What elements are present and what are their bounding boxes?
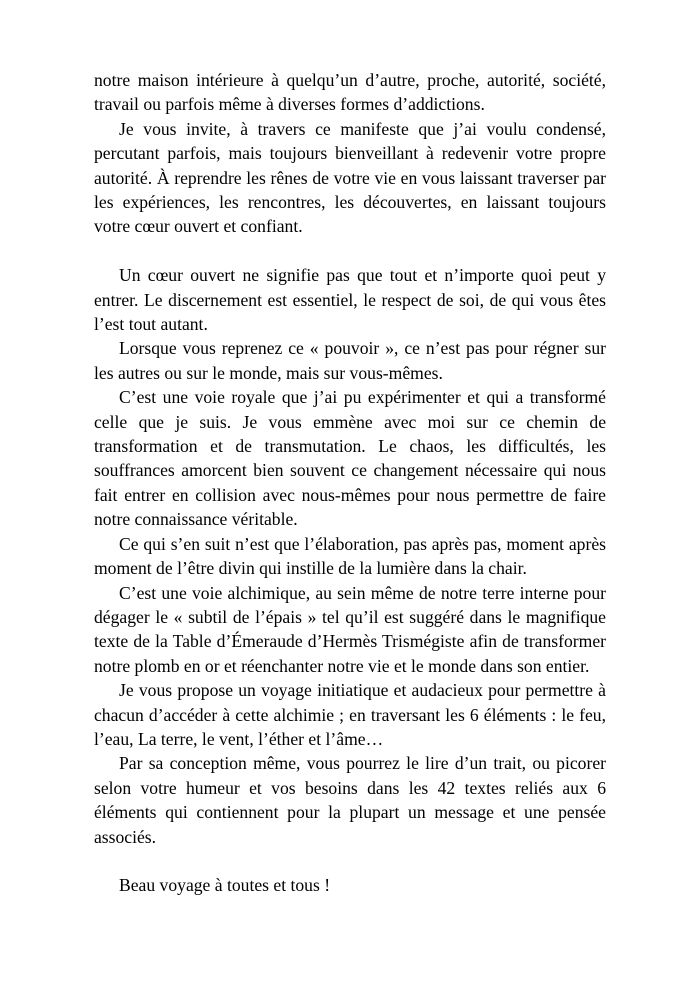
- body-text: [94, 68, 606, 898]
- paragraph-spacer: [94, 849, 606, 873]
- paragraph-conception: Par sa conception même, vous pourrez le lire d’un trait, ou picorer selon votre humeur et vos besoins dans les 42 textes reliés aux 6 éléments qui contiennent pour la plupart un message et une pensée associés.: [94, 753, 606, 847]
- paragraph-invitation: Je vous invite, à travers ce manifeste que j’ai voulu condensé, percutant parfois, mais toujours bienveillant à redevenir votre propre autorité. À reprendre les rênes de votre vie en vous laissant traverser par les expériences, les rencontres, les découvertes, en laissant toujours votre cœur ouvert et confiant.: [94, 118, 606, 237]
- paragraph-open-heart: Un cœur ouvert ne signifie pas que tout et n’importe quoi peut y entrer. Le discernement est essentiel, le respect de soi, de qui vous êtes l’est tout autant.: [94, 265, 606, 335]
- paragraph-journey: Je vous propose un voyage initiatique et audacieux pour permettre à chacun d’accéder à cette alchimie ; en traversant les 6 éléments : le feu, l’eau, La terre, le vent, l’éther et l’âme…: [94, 680, 606, 749]
- paragraph-royal-way: C’est une voie royale que j’ai pu expérimenter et qui a transformé celle que je suis. Je vous emmène avec moi sur ce chemin de transformation et de transmutation. Le chaos, les difficultés, les souffrances amorcent bien souvent ce changement nécessaire qui nous fait entrer en collision avec nous-mêmes pour nous permettre de faire notre connaissance véritable.: [94, 387, 606, 530]
- paragraph-alchemy: C’est une voie alchimique, au sein même de notre terre interne pour dégager le « subtil de l’épais » tel qu’il est suggéré dans le magnifique texte de la Table d’Émeraude d’Hermès Trismégiste afin de transformer notre plomb en or et réenchanter notre vie et le monde dans son entier.: [94, 582, 606, 676]
- paragraph-power: Lorsque vous reprenez ce « pouvoir », ce n’est pas pour régner sur les autres ou sur le monde, mais sur vous-mêmes.: [94, 338, 606, 383]
- paragraph-spacer: [94, 239, 606, 263]
- paragraph-elaboration: Ce qui s’en suit n’est que l’élaboration, pas après pas, moment après moment de l’être divin qui instille de la lumière dans la chair.: [94, 533, 606, 579]
- paragraph-continuation: notre maison intérieure à quelqu’un d’autre, proche, autorité, société, travail ou parfois même à diverses formes d’addictions.: [94, 70, 606, 115]
- paragraph-farewell: Beau voyage à toutes et tous !: [119, 875, 331, 896]
